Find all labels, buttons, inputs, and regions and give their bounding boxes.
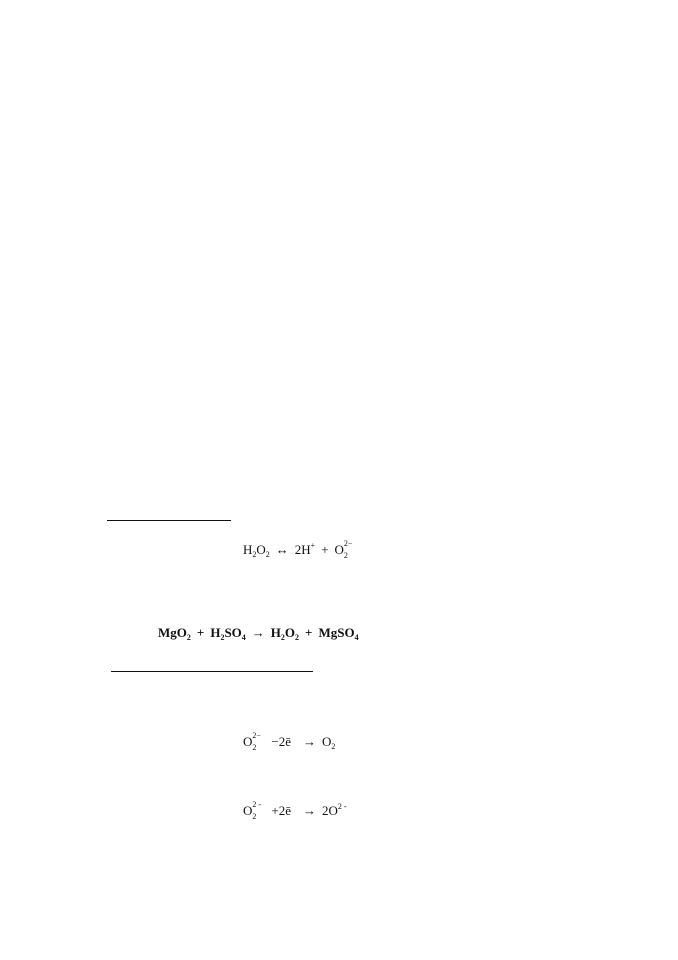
reactant-mgo2: MgO$_2$ bbox=[158, 625, 191, 642]
equation-h2o2-preparation bbox=[158, 625, 359, 641]
reactant: $H_2O_2$ bbox=[243, 542, 270, 559]
reactant-h2so4: $H_2SO_4$ bbox=[210, 625, 246, 642]
product-h2o2: $H_2O_2$ bbox=[270, 625, 300, 642]
reaction-arrow: → bbox=[303, 734, 316, 749]
reaction-arrow: → bbox=[303, 803, 316, 818]
product-hydrogen-ion: 2H+ bbox=[294, 541, 316, 557]
electron-transfer: −2ē bbox=[271, 734, 291, 749]
plus-sign: + bbox=[196, 625, 205, 640]
reactant-peroxide-ion: O 2− 2 bbox=[243, 731, 261, 752]
equation-peroxide-reduction bbox=[243, 800, 347, 821]
equilibrium-arrow: ↔ bbox=[275, 542, 289, 557]
reactant-peroxide-ion: O 2 - 2 bbox=[243, 800, 262, 821]
plus-sign: + bbox=[321, 542, 329, 557]
heading-underline-1 bbox=[107, 520, 231, 521]
product-peroxide-ion: O 2− 2 bbox=[334, 539, 353, 560]
electron-transfer: +2ē bbox=[271, 803, 291, 818]
equation-h2o2-dissociation bbox=[243, 539, 357, 560]
product-oxide-ion: $2O^{2 -}$ bbox=[322, 802, 347, 818]
product-oxygen: $O_2$ bbox=[322, 734, 336, 751]
reaction-arrow: → bbox=[251, 625, 265, 640]
product-mgso4: MgSO$_4$ bbox=[318, 625, 359, 642]
heading-underline-2 bbox=[111, 671, 313, 672]
equation-peroxide-oxidation bbox=[243, 731, 336, 752]
plus-sign: + bbox=[305, 625, 313, 640]
